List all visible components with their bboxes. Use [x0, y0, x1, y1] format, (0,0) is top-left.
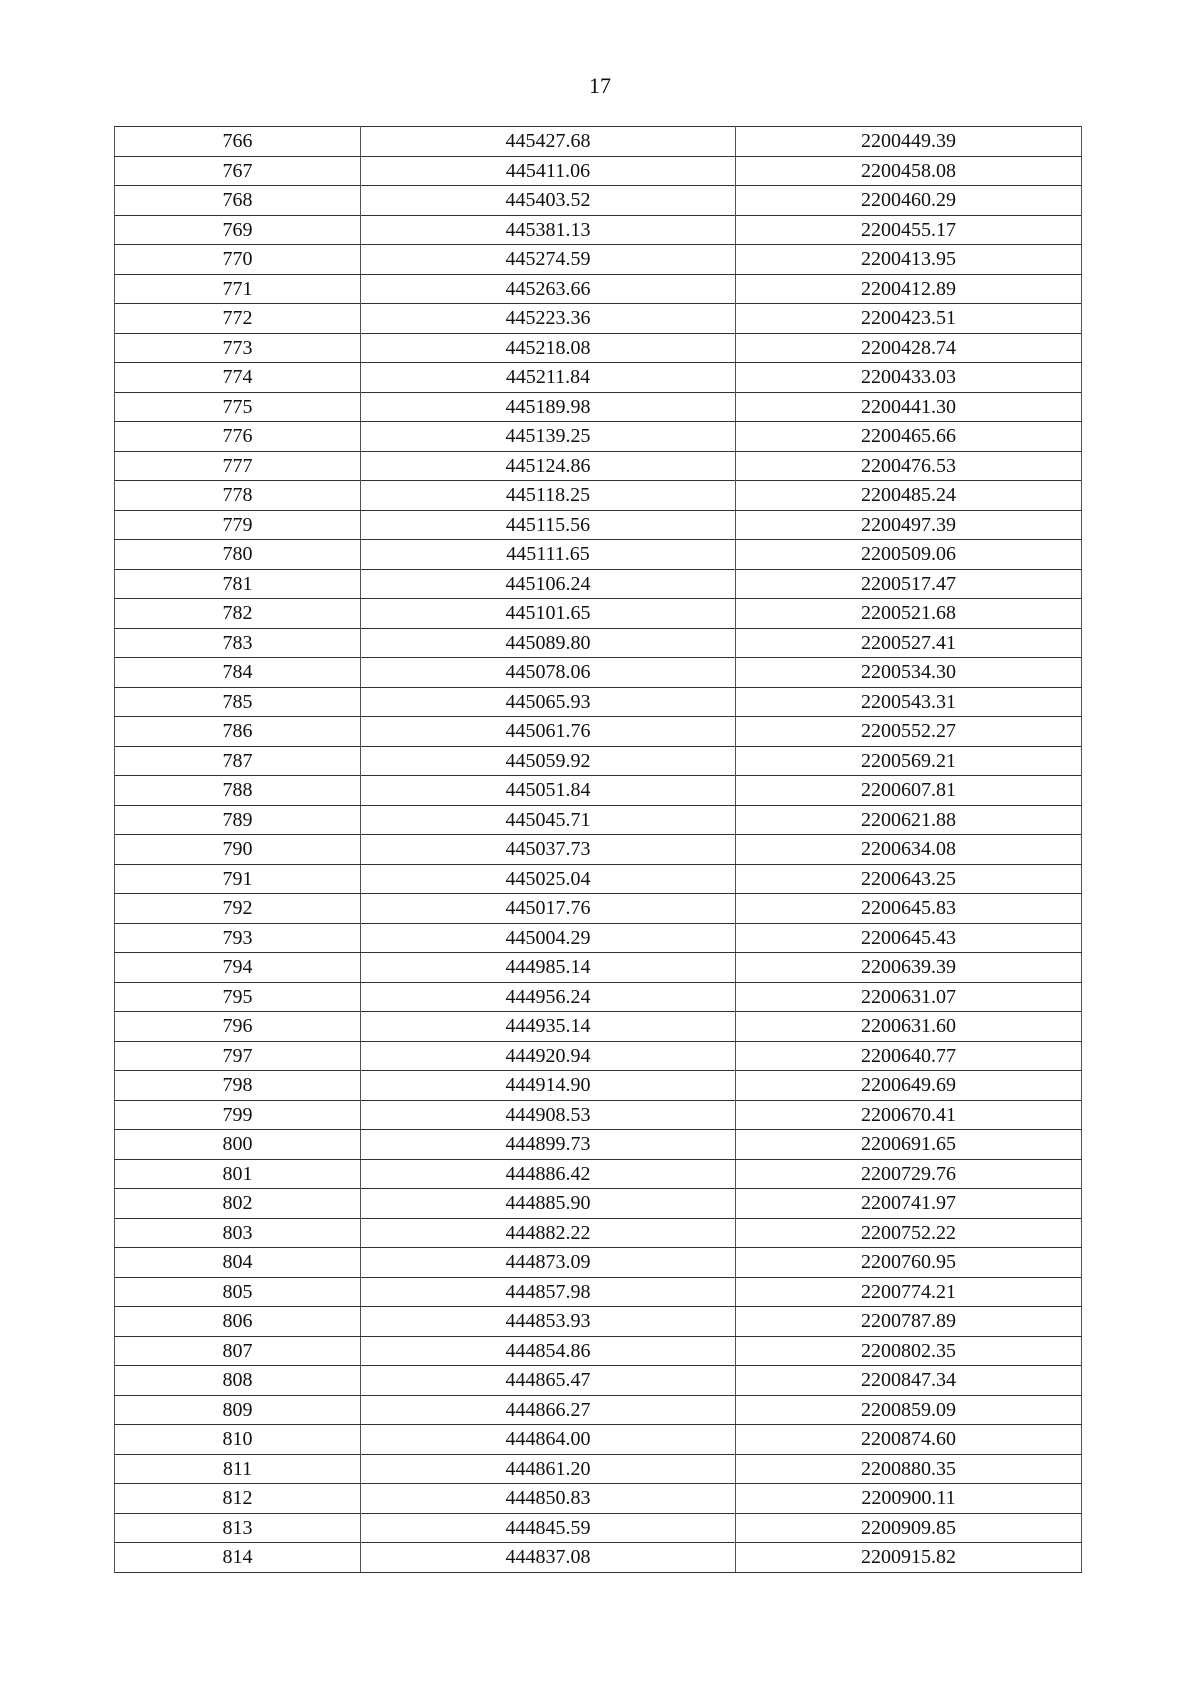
point-number-cell: 781 — [115, 569, 361, 599]
point-number-cell: 797 — [115, 1041, 361, 1071]
y-coordinate-cell: 2200802.35 — [736, 1336, 1082, 1366]
table-row — [115, 1130, 1082, 1160]
y-coordinate-cell: 2200485.24 — [736, 481, 1082, 511]
table-row — [115, 805, 1082, 835]
x-coordinate-cell: 444864.00 — [361, 1425, 736, 1455]
point-number-cell: 801 — [115, 1159, 361, 1189]
table-row — [115, 481, 1082, 511]
x-coordinate-cell: 445101.65 — [361, 599, 736, 629]
y-coordinate-cell: 2200741.97 — [736, 1189, 1082, 1219]
point-number-cell: 774 — [115, 363, 361, 393]
point-number-cell: 791 — [115, 864, 361, 894]
point-number-cell: 804 — [115, 1248, 361, 1278]
coordinates-table-body — [115, 127, 1082, 1573]
x-coordinate-cell: 445089.80 — [361, 628, 736, 658]
x-coordinate-cell: 445124.86 — [361, 451, 736, 481]
table-row — [115, 1543, 1082, 1573]
y-coordinate-cell: 2200433.03 — [736, 363, 1082, 393]
table-row — [115, 746, 1082, 776]
table-row — [115, 1366, 1082, 1396]
y-coordinate-cell: 2200645.43 — [736, 923, 1082, 953]
y-coordinate-cell: 2200729.76 — [736, 1159, 1082, 1189]
x-coordinate-cell: 444885.90 — [361, 1189, 736, 1219]
x-coordinate-cell: 445427.68 — [361, 127, 736, 157]
table-row — [115, 1159, 1082, 1189]
x-coordinate-cell: 444837.08 — [361, 1543, 736, 1573]
table-row — [115, 569, 1082, 599]
table-row — [115, 1012, 1082, 1042]
point-number-cell: 770 — [115, 245, 361, 275]
table-row — [115, 1100, 1082, 1130]
y-coordinate-cell: 2200847.34 — [736, 1366, 1082, 1396]
table-row — [115, 156, 1082, 186]
y-coordinate-cell: 2200874.60 — [736, 1425, 1082, 1455]
y-coordinate-cell: 2200915.82 — [736, 1543, 1082, 1573]
x-coordinate-cell: 445403.52 — [361, 186, 736, 216]
point-number-cell: 768 — [115, 186, 361, 216]
point-number-cell: 769 — [115, 215, 361, 245]
point-number-cell: 796 — [115, 1012, 361, 1042]
table-row — [115, 186, 1082, 216]
y-coordinate-cell: 2200631.60 — [736, 1012, 1082, 1042]
point-number-cell: 777 — [115, 451, 361, 481]
point-number-cell: 786 — [115, 717, 361, 747]
table-row — [115, 363, 1082, 393]
y-coordinate-cell: 2200534.30 — [736, 658, 1082, 688]
y-coordinate-cell: 2200607.81 — [736, 776, 1082, 806]
x-coordinate-cell: 444920.94 — [361, 1041, 736, 1071]
point-number-cell: 805 — [115, 1277, 361, 1307]
point-number-cell: 787 — [115, 746, 361, 776]
y-coordinate-cell: 2200423.51 — [736, 304, 1082, 334]
point-number-cell: 807 — [115, 1336, 361, 1366]
y-coordinate-cell: 2200643.25 — [736, 864, 1082, 894]
table-row — [115, 1513, 1082, 1543]
y-coordinate-cell: 2200774.21 — [736, 1277, 1082, 1307]
x-coordinate-cell: 444866.27 — [361, 1395, 736, 1425]
table-row — [115, 540, 1082, 570]
point-number-cell: 792 — [115, 894, 361, 924]
table-row — [115, 835, 1082, 865]
point-number-cell: 782 — [115, 599, 361, 629]
x-coordinate-cell: 445045.71 — [361, 805, 736, 835]
y-coordinate-cell: 2200552.27 — [736, 717, 1082, 747]
y-coordinate-cell: 2200859.09 — [736, 1395, 1082, 1425]
table-row — [115, 1041, 1082, 1071]
table-row — [115, 1248, 1082, 1278]
x-coordinate-cell: 444882.22 — [361, 1218, 736, 1248]
table-row — [115, 127, 1082, 157]
x-coordinate-cell: 445118.25 — [361, 481, 736, 511]
point-number-cell: 776 — [115, 422, 361, 452]
point-number-cell: 778 — [115, 481, 361, 511]
point-number-cell: 810 — [115, 1425, 361, 1455]
y-coordinate-cell: 2200509.06 — [736, 540, 1082, 570]
point-number-cell: 773 — [115, 333, 361, 363]
y-coordinate-cell: 2200497.39 — [736, 510, 1082, 540]
point-number-cell: 790 — [115, 835, 361, 865]
y-coordinate-cell: 2200787.89 — [736, 1307, 1082, 1337]
y-coordinate-cell: 2200621.88 — [736, 805, 1082, 835]
table-row — [115, 717, 1082, 747]
x-coordinate-cell: 445061.76 — [361, 717, 736, 747]
x-coordinate-cell: 445111.65 — [361, 540, 736, 570]
y-coordinate-cell: 2200569.21 — [736, 746, 1082, 776]
point-number-cell: 809 — [115, 1395, 361, 1425]
table-row — [115, 1307, 1082, 1337]
y-coordinate-cell: 2200639.39 — [736, 953, 1082, 983]
table-row — [115, 1395, 1082, 1425]
table-row — [115, 953, 1082, 983]
table-row — [115, 923, 1082, 953]
x-coordinate-cell: 445051.84 — [361, 776, 736, 806]
y-coordinate-cell: 2200527.41 — [736, 628, 1082, 658]
table-row — [115, 304, 1082, 334]
x-coordinate-cell: 444853.93 — [361, 1307, 736, 1337]
x-coordinate-cell: 444850.83 — [361, 1484, 736, 1514]
y-coordinate-cell: 2200517.47 — [736, 569, 1082, 599]
table-row — [115, 1454, 1082, 1484]
x-coordinate-cell: 444886.42 — [361, 1159, 736, 1189]
x-coordinate-cell: 445059.92 — [361, 746, 736, 776]
table-row — [115, 1425, 1082, 1455]
table-row — [115, 1071, 1082, 1101]
y-coordinate-cell: 2200465.66 — [736, 422, 1082, 452]
point-number-cell: 814 — [115, 1543, 361, 1573]
table-row — [115, 864, 1082, 894]
y-coordinate-cell: 2200645.83 — [736, 894, 1082, 924]
y-coordinate-cell: 2200900.11 — [736, 1484, 1082, 1514]
point-number-cell: 767 — [115, 156, 361, 186]
x-coordinate-cell: 445381.13 — [361, 215, 736, 245]
y-coordinate-cell: 2200543.31 — [736, 687, 1082, 717]
x-coordinate-cell: 445223.36 — [361, 304, 736, 334]
y-coordinate-cell: 2200909.85 — [736, 1513, 1082, 1543]
y-coordinate-cell: 2200760.95 — [736, 1248, 1082, 1278]
table-row — [115, 1277, 1082, 1307]
coordinates-table — [114, 126, 1082, 1573]
x-coordinate-cell: 444985.14 — [361, 953, 736, 983]
table-row — [115, 628, 1082, 658]
point-number-cell: 803 — [115, 1218, 361, 1248]
point-number-cell: 813 — [115, 1513, 361, 1543]
point-number-cell: 811 — [115, 1454, 361, 1484]
table-row — [115, 894, 1082, 924]
x-coordinate-cell: 445078.06 — [361, 658, 736, 688]
y-coordinate-cell: 2200631.07 — [736, 982, 1082, 1012]
y-coordinate-cell: 2200460.29 — [736, 186, 1082, 216]
point-number-cell: 789 — [115, 805, 361, 835]
point-number-cell: 795 — [115, 982, 361, 1012]
point-number-cell: 794 — [115, 953, 361, 983]
x-coordinate-cell: 445189.98 — [361, 392, 736, 422]
x-coordinate-cell: 444899.73 — [361, 1130, 736, 1160]
table-row — [115, 687, 1082, 717]
y-coordinate-cell: 2200412.89 — [736, 274, 1082, 304]
point-number-cell: 785 — [115, 687, 361, 717]
point-number-cell: 766 — [115, 127, 361, 157]
table-row — [115, 215, 1082, 245]
x-coordinate-cell: 444857.98 — [361, 1277, 736, 1307]
x-coordinate-cell: 444908.53 — [361, 1100, 736, 1130]
point-number-cell: 802 — [115, 1189, 361, 1219]
y-coordinate-cell: 2200455.17 — [736, 215, 1082, 245]
table-row — [115, 599, 1082, 629]
y-coordinate-cell: 2200670.41 — [736, 1100, 1082, 1130]
point-number-cell: 788 — [115, 776, 361, 806]
point-number-cell: 808 — [115, 1366, 361, 1396]
table-row — [115, 1189, 1082, 1219]
y-coordinate-cell: 2200521.68 — [736, 599, 1082, 629]
table-row — [115, 1484, 1082, 1514]
y-coordinate-cell: 2200428.74 — [736, 333, 1082, 363]
table-row — [115, 392, 1082, 422]
x-coordinate-cell: 444956.24 — [361, 982, 736, 1012]
point-number-cell: 772 — [115, 304, 361, 334]
x-coordinate-cell: 444861.20 — [361, 1454, 736, 1484]
point-number-cell: 783 — [115, 628, 361, 658]
x-coordinate-cell: 444873.09 — [361, 1248, 736, 1278]
y-coordinate-cell: 2200476.53 — [736, 451, 1082, 481]
y-coordinate-cell: 2200634.08 — [736, 835, 1082, 865]
table-row — [115, 274, 1082, 304]
x-coordinate-cell: 445004.29 — [361, 923, 736, 953]
y-coordinate-cell: 2200752.22 — [736, 1218, 1082, 1248]
table-row — [115, 1218, 1082, 1248]
x-coordinate-cell: 444935.14 — [361, 1012, 736, 1042]
point-number-cell: 800 — [115, 1130, 361, 1160]
table-row — [115, 510, 1082, 540]
point-number-cell: 793 — [115, 923, 361, 953]
point-number-cell: 780 — [115, 540, 361, 570]
point-number-cell: 806 — [115, 1307, 361, 1337]
table-row — [115, 658, 1082, 688]
table-row — [115, 245, 1082, 275]
y-coordinate-cell: 2200449.39 — [736, 127, 1082, 157]
x-coordinate-cell: 445065.93 — [361, 687, 736, 717]
point-number-cell: 812 — [115, 1484, 361, 1514]
x-coordinate-cell: 444914.90 — [361, 1071, 736, 1101]
x-coordinate-cell: 445025.04 — [361, 864, 736, 894]
page-number: 17 — [589, 73, 611, 98]
y-coordinate-cell: 2200441.30 — [736, 392, 1082, 422]
y-coordinate-cell: 2200413.95 — [736, 245, 1082, 275]
x-coordinate-cell: 445115.56 — [361, 510, 736, 540]
table-row — [115, 451, 1082, 481]
table-row — [115, 776, 1082, 806]
x-coordinate-cell: 444865.47 — [361, 1366, 736, 1396]
point-number-cell: 771 — [115, 274, 361, 304]
y-coordinate-cell: 2200649.69 — [736, 1071, 1082, 1101]
x-coordinate-cell: 445017.76 — [361, 894, 736, 924]
point-number-cell: 779 — [115, 510, 361, 540]
x-coordinate-cell: 444845.59 — [361, 1513, 736, 1543]
x-coordinate-cell: 445211.84 — [361, 363, 736, 393]
table-row — [115, 1336, 1082, 1366]
table-row — [115, 982, 1082, 1012]
x-coordinate-cell: 445218.08 — [361, 333, 736, 363]
y-coordinate-cell: 2200640.77 — [736, 1041, 1082, 1071]
y-coordinate-cell: 2200880.35 — [736, 1454, 1082, 1484]
x-coordinate-cell: 445106.24 — [361, 569, 736, 599]
x-coordinate-cell: 445139.25 — [361, 422, 736, 452]
x-coordinate-cell: 445274.59 — [361, 245, 736, 275]
y-coordinate-cell: 2200458.08 — [736, 156, 1082, 186]
x-coordinate-cell: 444854.86 — [361, 1336, 736, 1366]
point-number-cell: 799 — [115, 1100, 361, 1130]
point-number-cell: 784 — [115, 658, 361, 688]
y-coordinate-cell: 2200691.65 — [736, 1130, 1082, 1160]
table-row — [115, 422, 1082, 452]
x-coordinate-cell: 445411.06 — [361, 156, 736, 186]
table-row — [115, 333, 1082, 363]
point-number-cell: 775 — [115, 392, 361, 422]
point-number-cell: 798 — [115, 1071, 361, 1101]
x-coordinate-cell: 445037.73 — [361, 835, 736, 865]
x-coordinate-cell: 445263.66 — [361, 274, 736, 304]
